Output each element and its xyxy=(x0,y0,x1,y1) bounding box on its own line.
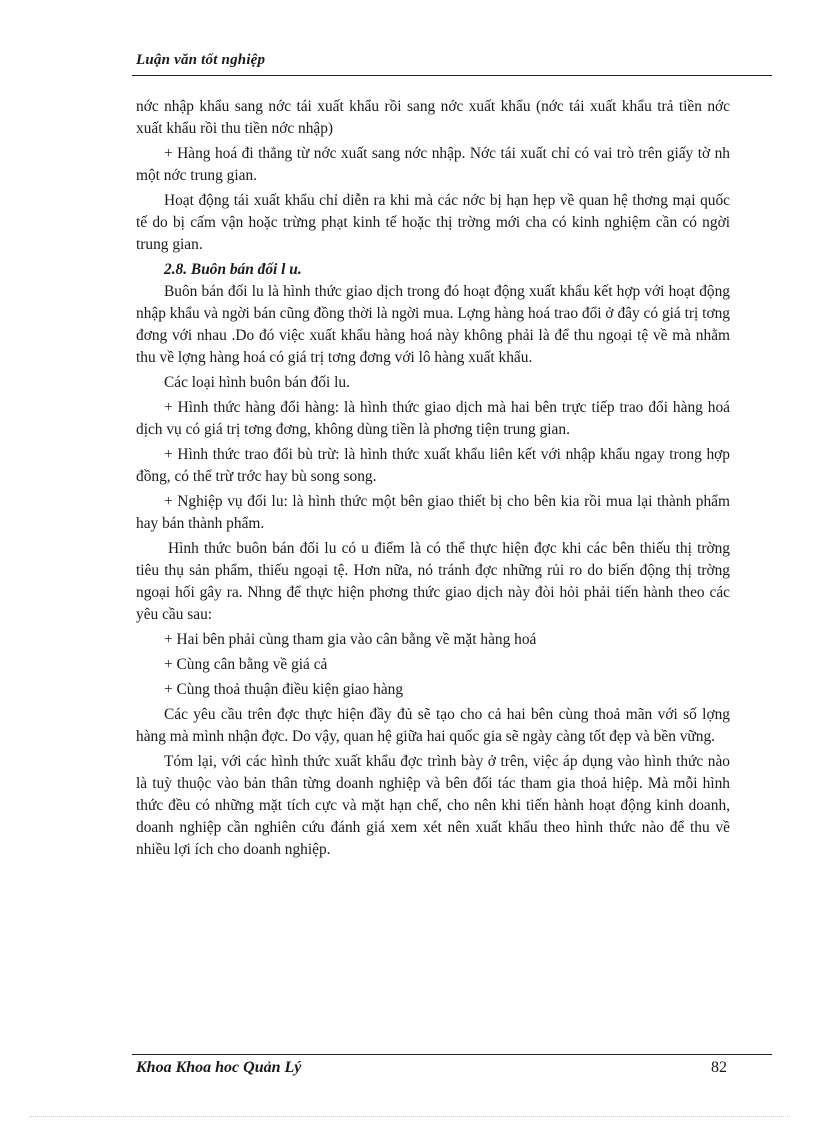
list-item-balance-price: + Cùng cân bằng về giá cả xyxy=(164,656,328,673)
paragraph-offset: + Hình thức trao đổi bù trừ: là hình thức xuất khẩu liên kết với nhập khẩu ngay trong hợp đồng, có thể trừ trớc hay bù song song. xyxy=(136,446,730,485)
paragraph-reexport-flow: nớc nhập khẩu sang nớc tái xuất khẩu rồi sang nớc xuất khẩu (nớc tái xuất khẩu trả tiền nớc xuất khẩu rồi thu tiền nớc nhập) xyxy=(136,98,730,137)
running-header-title: Luận văn tốt nghiệp xyxy=(136,52,266,68)
paragraph-counter-purchase: + Nghiệp vụ đối lu: là hình thức một bên giao thiết bị cho bên kia rồi mua lại thành phẩm hay bán thành phẩm. xyxy=(136,493,730,532)
page-body xyxy=(136,96,730,864)
section-heading-counter-trade: 2.8. Buôn bán đối l u. xyxy=(164,261,302,278)
paragraph-direct-goods: + Hàng hoá đi thẳng từ nớc xuất sang nớc nhập. Nớc tái xuất chỉ có vai trò trên giấy tờ nh một nớc trung gian. xyxy=(136,145,730,184)
header-divider xyxy=(132,75,772,76)
paragraph-counter-trade-definition: Buôn bán đối lu là hình thức giao dịch trong đó hoạt động xuất khẩu kết hợp với hoạt động nhập khẩu và ngời bán cũng đồng thời là ngời mua. Lợng hàng hoá trao đổi ở đây có giá trị tơng đơng với nhau .Do đó việc xuất khẩu hàng hoá này không phải là để thu ngoại tệ về mà nhằm thu về lợng hàng hoá có giá trị tơng đơng với lô hàng xuất khẩu. xyxy=(136,283,730,366)
page-number: 82 xyxy=(711,1059,727,1076)
paragraph-counter-trade-types: Các loại hình buôn bán đối lu. xyxy=(164,374,350,391)
footer-divider xyxy=(132,1054,772,1055)
list-item-delivery-terms: + Cùng thoả thuận điều kiện giao hàng xyxy=(164,681,404,698)
paragraph-reexport-conditions: Hoạt động tái xuất khẩu chỉ diễn ra khi mà các nớc bị hạn hẹp về quan hệ thơng mại quốc tế do bị cấm vận hoặc trừng phạt kinh tế hoặc thị trờng mới cha có kinh nghiệm cần có ngời trung gian. xyxy=(136,192,730,253)
paragraph-requirements-result: Các yêu cầu trên đợc thực hiện đầy đủ sẽ tạo cho cả hai bên cùng thoả mãn với số lợng hàng mà mình nhận đợc. Do vậy, quan hệ giữa hai quốc gia sẽ ngày càng tốt đẹp và bền vững. xyxy=(136,706,730,745)
paragraph-advantages: Hình thức buôn bán đối lu có u điểm là có thể thực hiện đợc khi các bên thiếu thị trờng tiêu thụ sản phẩm, thiếu ngoại tệ. Hơn nữa, nó tránh đợc những rủi ro do biến động thị trờng ngoại hối gây ra. Nhng để thực hiện phơng thức giao dịch này đòi hỏi phải tiến hành theo các yêu cầu sau: xyxy=(136,540,730,623)
list-item-balance-goods: + Hai bên phải cùng tham gia vào cân bằng về mặt hàng hoá xyxy=(164,631,537,648)
footer-department: Khoa Khoa hoc Quản Lý xyxy=(136,1059,302,1076)
page-bottom-dotted-border xyxy=(30,1116,790,1117)
paragraph-conclusion: Tóm lại, với các hình thức xuất khẩu đợc trình bày ở trên, việc áp dụng vào hình thức nào là tuỳ thuộc vào bản thân từng doanh nghiệp và bên đối tác tham gia thoả hiệp. Mà mỗi hình thức đều có những mặt tích cực và mặt hạn chế, cho nên khi tiến hành hoạt động kinh doanh, doanh nghiệp cần nghiên cứu đánh giá xem xét nên xuất khẩu theo hình thức nào để thu về nhiều lợi ích cho doanh nghiệp. xyxy=(136,753,730,858)
paragraph-barter: + Hình thức hàng đổi hàng: là hình thức giao dịch mà hai bên trực tiếp trao đổi hàng hoá dịch vụ có giá trị tơng đơng, không dùng tiền là phơng tiện trung gian. xyxy=(136,399,730,438)
